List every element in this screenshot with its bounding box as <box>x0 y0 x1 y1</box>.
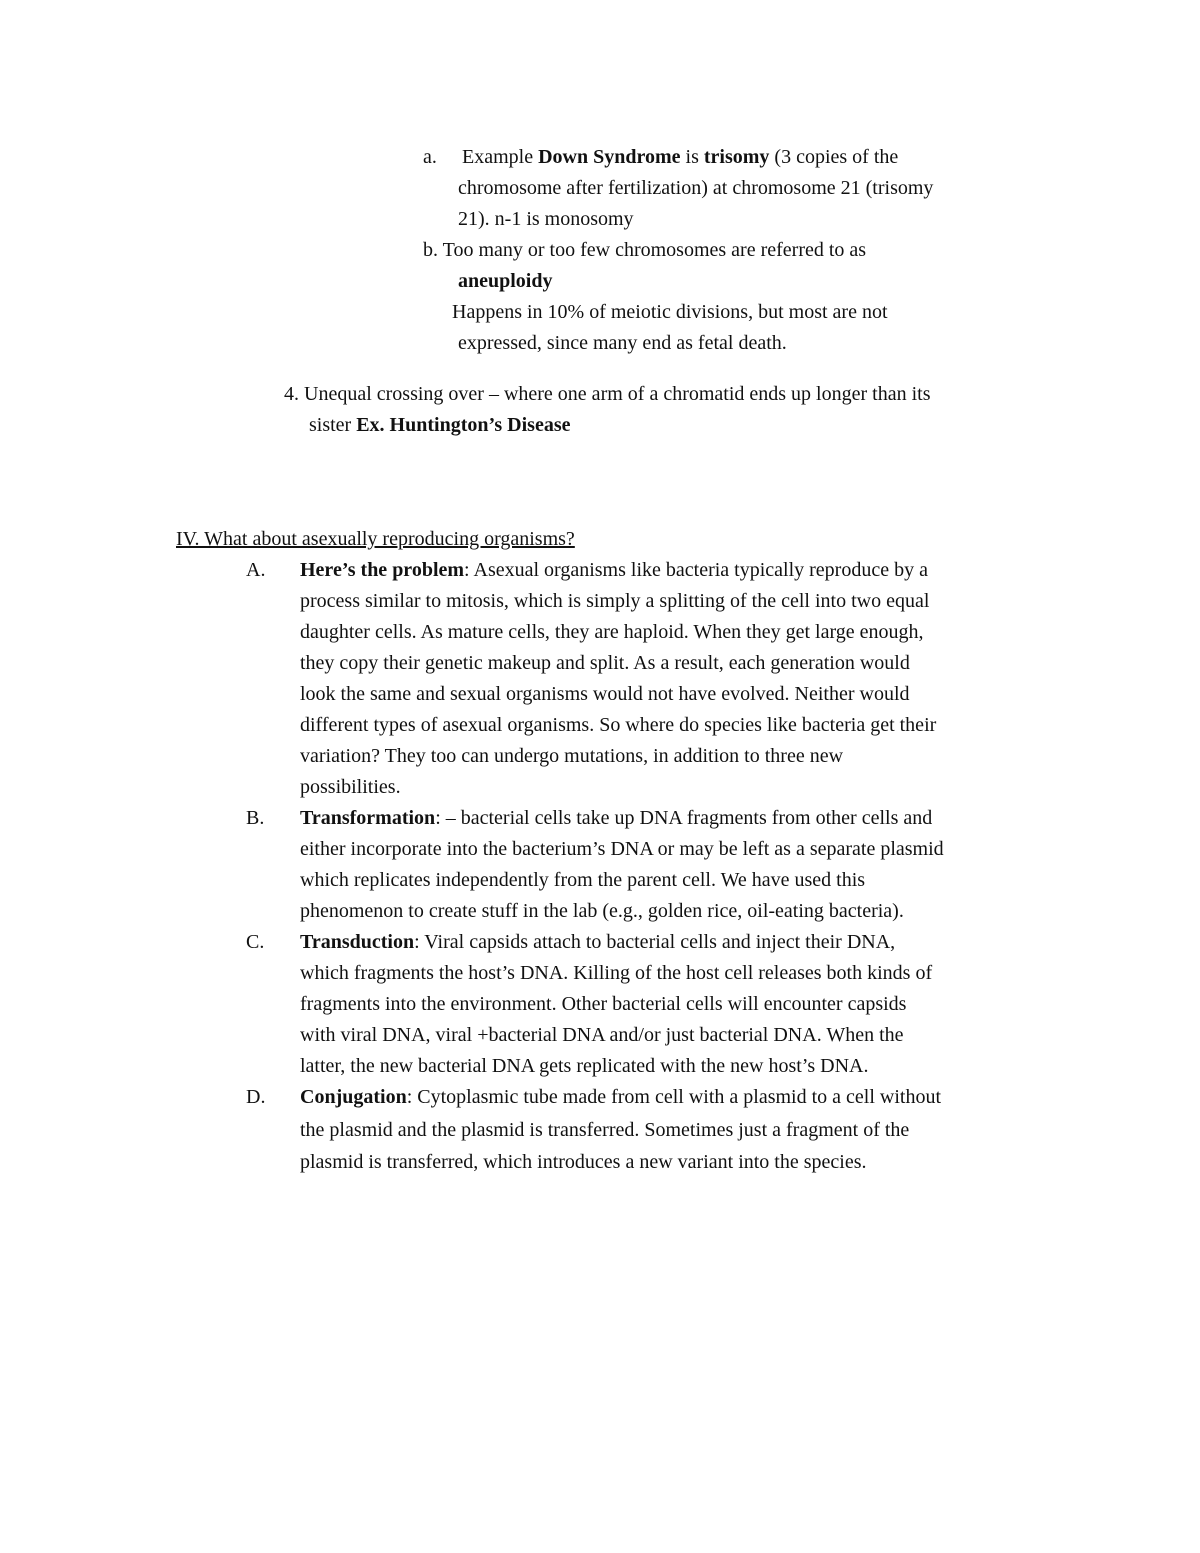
item-c-line: latter, the new bacterial DNA gets replicated with the new host’s DNA. <box>300 1055 869 1077</box>
sub-item-b-term: aneuploidy <box>458 270 553 292</box>
item-a-line: look the same and sexual organisms would not have evolved. Neither would <box>300 683 910 705</box>
item-b-line: which replicates independently from the parent cell. We have used this <box>300 869 866 891</box>
item-b-line: either incorporate into the bacterium’s DNA or may be left as a separate plasmid <box>300 838 944 860</box>
item-c-line: which fragments the host’s DNA. Killing of the host cell releases both kinds of <box>300 962 933 984</box>
item-a-line-1: Here’s the problem: Asexual organisms like bacteria typically reproduce by a <box>300 559 928 581</box>
item-b-marker: B. <box>246 807 265 829</box>
sub-item-a-line-1: Example Down Syndrome is trisomy (3 copies of the <box>462 146 899 168</box>
item-a-line: different types of asexual organisms. So where do species like bacteria get their <box>300 714 937 736</box>
item-d-line: plasmid is transferred, which introduces a new variant into the species. <box>300 1151 867 1173</box>
item-c-line: with viral DNA, viral +bacterial DNA and/or just bacterial DNA. When the <box>300 1024 904 1046</box>
item-d-line-1: Conjugation: Cytoplasmic tube made from cell with a plasmid to a cell without <box>300 1086 942 1108</box>
item-a-line: they copy their genetic makeup and split. As a result, each generation would <box>300 652 910 674</box>
sub-item-b-line-4: expressed, since many end as fetal death. <box>458 332 787 354</box>
item-b-line-1: Transformation: – bacterial cells take up DNA fragments from other cells and <box>300 807 933 829</box>
item-a-marker: A. <box>246 559 266 581</box>
item-4-line-2: sister Ex. Huntington’s Disease <box>309 414 571 436</box>
item-a-line: variation? They too can undergo mutations, in addition to three new <box>300 745 844 767</box>
item-c-line: fragments into the environment. Other bacterial cells will encounter capsids <box>300 993 907 1015</box>
sub-item-a-line-2: chromosome after fertilization) at chromosome 21 (trisomy <box>458 177 934 199</box>
item-d-line: the plasmid and the plasmid is transferred. Sometimes just a fragment of the <box>300 1119 910 1141</box>
item-a-line: possibilities. <box>300 776 401 798</box>
item-c-line-1: Transduction: Viral capsids attach to bacterial cells and inject their DNA, <box>300 931 896 953</box>
item-c-marker: C. <box>246 931 265 953</box>
item-a-line: process similar to mitosis, which is simply a splitting of the cell into two equal <box>300 590 930 612</box>
sub-item-a-marker: a. <box>423 146 437 168</box>
sub-item-a-line-3: 21). n-1 is monosomy <box>458 208 634 230</box>
sub-item-b-line-3: Happens in 10% of meiotic divisions, but most are not <box>452 301 888 323</box>
sub-item-b-line-1: b. Too many or too few chromosomes are referred to as <box>423 239 867 261</box>
item-b-line: phenomenon to create stuff in the lab (e.g., golden rice, oil-eating bacteria). <box>300 900 904 922</box>
item-a-line: daughter cells. As mature cells, they are haploid. When they get large enough, <box>300 621 924 643</box>
item-d-marker: D. <box>246 1086 266 1108</box>
section-iv-heading: IV. What about asexually reproducing organisms? <box>176 528 575 550</box>
item-4-line-1: 4. Unequal crossing over – where one arm of a chromatid ends up longer than its <box>284 383 931 405</box>
